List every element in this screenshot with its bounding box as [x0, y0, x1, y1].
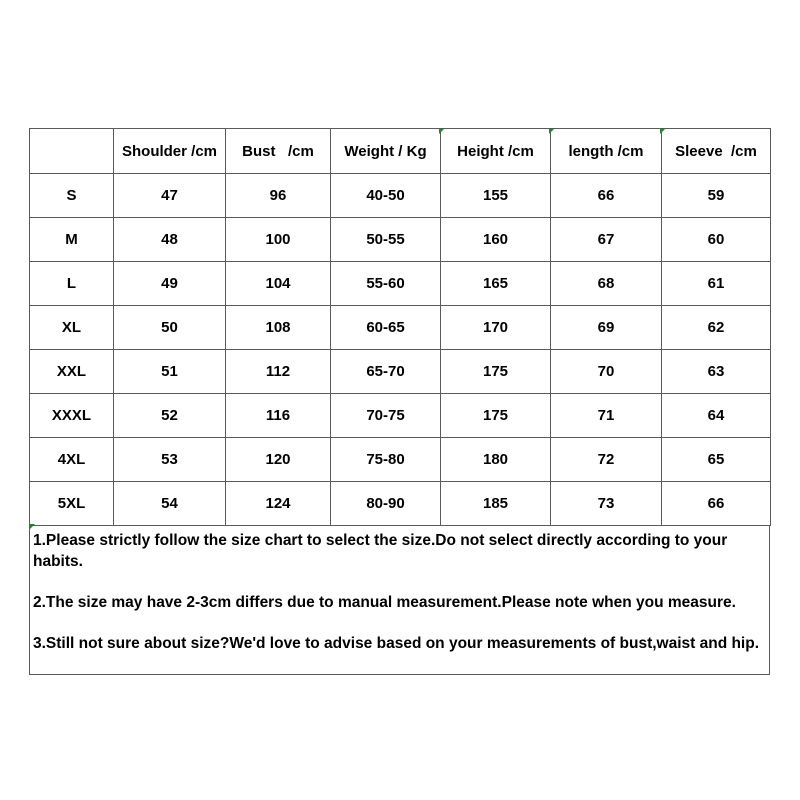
- comment-marker-icon: [30, 524, 35, 529]
- table-row: [30, 438, 771, 482]
- size-cell: 5XL: [30, 482, 114, 526]
- table-cell: 64: [662, 394, 771, 438]
- table-cell: 96: [226, 174, 331, 218]
- table-cell: 72: [551, 438, 662, 482]
- table-cell: 55-60: [331, 262, 441, 306]
- table-cell: 59: [662, 174, 771, 218]
- table-cell: 170: [441, 306, 551, 350]
- table-cell: 116: [226, 394, 331, 438]
- table-cell: 62: [662, 306, 771, 350]
- table-cell: 63: [662, 350, 771, 394]
- comment-marker-icon: [549, 129, 554, 134]
- size-cell: XXL: [30, 350, 114, 394]
- size-cell: M: [30, 218, 114, 262]
- comment-marker-icon: [660, 129, 665, 134]
- table-cell: 53: [114, 438, 226, 482]
- table-cell: 104: [226, 262, 331, 306]
- table-cell: 40-50: [331, 174, 441, 218]
- table-cell: 75-80: [331, 438, 441, 482]
- size-cell: XXXL: [30, 394, 114, 438]
- table-cell: 180: [441, 438, 551, 482]
- header-sleeve: Sleeve /cm: [662, 129, 771, 174]
- table-cell: 66: [662, 482, 771, 526]
- header-weight: Weight / Kg: [331, 129, 441, 174]
- table-cell: 61: [662, 262, 771, 306]
- table-cell: 175: [441, 350, 551, 394]
- note-2: 2.The size may have 2-3cm differs due to manual measurement.Please note when you measure.: [33, 594, 736, 611]
- table-row: [30, 350, 771, 394]
- table-cell: 120: [226, 438, 331, 482]
- table-cell: 175: [441, 394, 551, 438]
- table-cell: 67: [551, 218, 662, 262]
- size-cell: S: [30, 174, 114, 218]
- table-cell: 73: [551, 482, 662, 526]
- header-shoulder: Shoulder /cm: [114, 129, 226, 174]
- table-row: [30, 262, 771, 306]
- table-row: [30, 218, 771, 262]
- size-cell: L: [30, 262, 114, 306]
- table-cell: 70: [551, 350, 662, 394]
- size-cell: 4XL: [30, 438, 114, 482]
- table-cell: 185: [441, 482, 551, 526]
- header-height: Height /cm: [441, 129, 551, 174]
- table-cell: 71: [551, 394, 662, 438]
- comment-marker-icon: [439, 129, 444, 134]
- table-cell: 165: [441, 262, 551, 306]
- table-cell: 51: [114, 350, 226, 394]
- size-chart: [29, 128, 770, 675]
- header-length: length /cm: [551, 129, 662, 174]
- table-cell: 66: [551, 174, 662, 218]
- table-cell: 68: [551, 262, 662, 306]
- table-cell: 50-55: [331, 218, 441, 262]
- table-cell: 49: [114, 262, 226, 306]
- table-cell: 80-90: [331, 482, 441, 526]
- header-size: [30, 129, 114, 174]
- table-cell: 60-65: [331, 306, 441, 350]
- size-table: [29, 128, 771, 526]
- table-row: [30, 174, 771, 218]
- table-cell: 70-75: [331, 394, 441, 438]
- table-cell: 124: [226, 482, 331, 526]
- table-cell: 52: [114, 394, 226, 438]
- table-row: [30, 394, 771, 438]
- table-row: [30, 482, 771, 526]
- table-cell: 65-70: [331, 350, 441, 394]
- table-cell: 60: [662, 218, 771, 262]
- note-3: 3.Still not sure about size?We'd love to advise based on your measurements of bust,waist and hip.: [33, 635, 760, 652]
- table-cell: 160: [441, 218, 551, 262]
- notes-box: [29, 526, 770, 675]
- table-cell: 100: [226, 218, 331, 262]
- table-cell: 112: [226, 350, 331, 394]
- table-cell: 54: [114, 482, 226, 526]
- table-cell: 48: [114, 218, 226, 262]
- size-cell: XL: [30, 306, 114, 350]
- header-row: [30, 129, 771, 174]
- table-cell: 69: [551, 306, 662, 350]
- table-cell: 65: [662, 438, 771, 482]
- header-bust: Bust /cm: [226, 129, 331, 174]
- note-1: 1.Please strictly follow the size chart to select the size.Do not select directly according to your habits.: [33, 532, 728, 570]
- table-cell: 155: [441, 174, 551, 218]
- table-row: [30, 306, 771, 350]
- table-cell: 108: [226, 306, 331, 350]
- table-cell: 50: [114, 306, 226, 350]
- table-cell: 47: [114, 174, 226, 218]
